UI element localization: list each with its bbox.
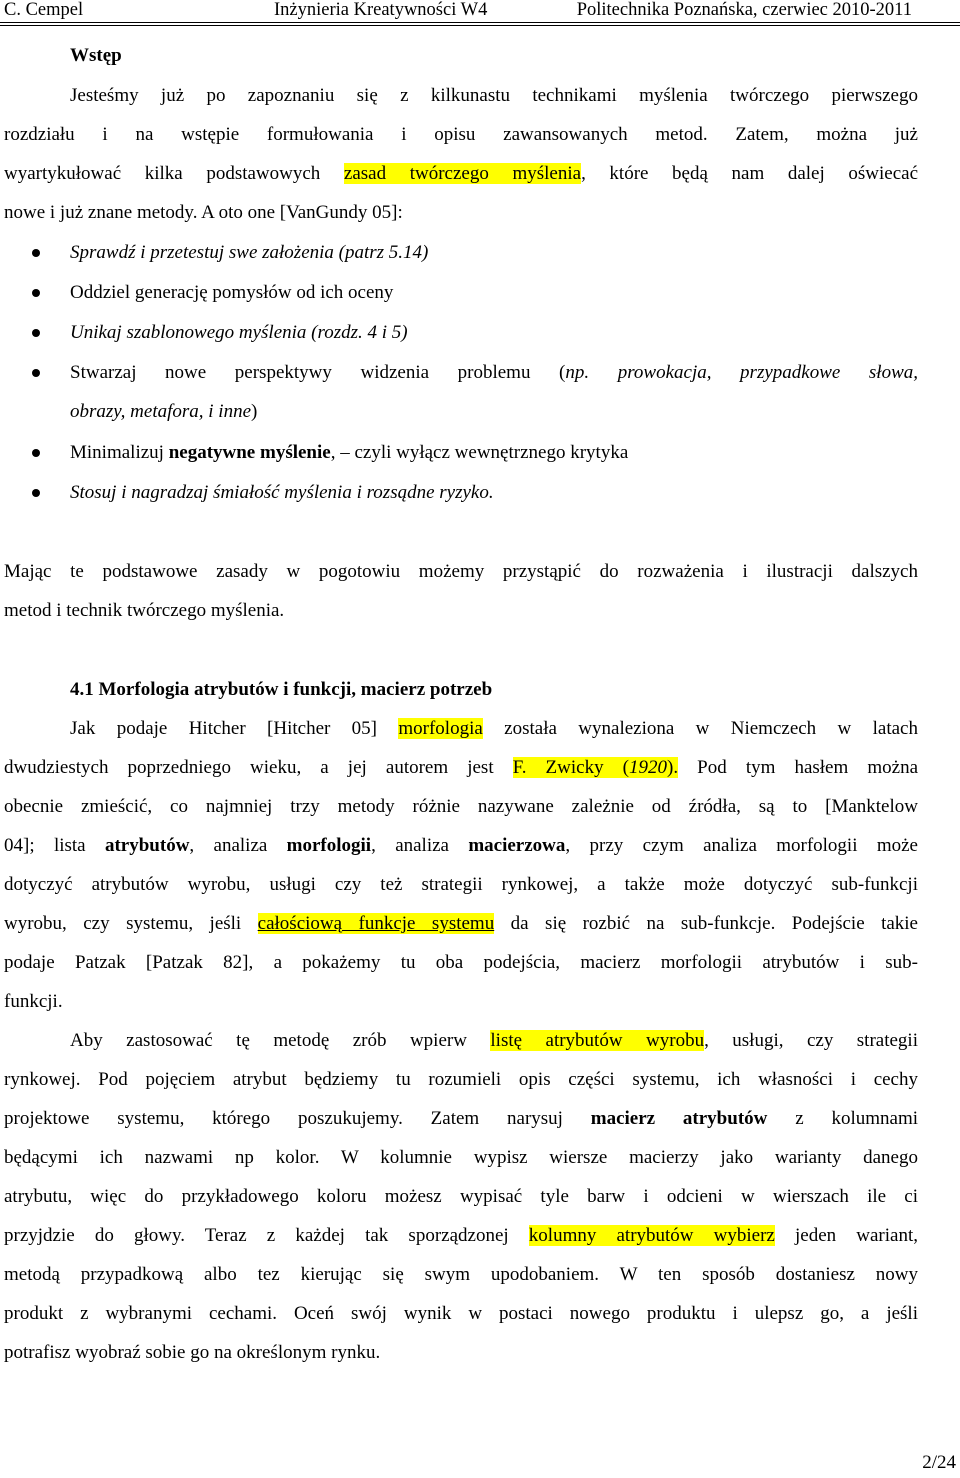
text-line: Mając te podstawowe zasady w pogotowiu możemy przystąpić do rozważenia i ilustracji dalszych: [4, 561, 918, 582]
text-span: przyjdzie do głowy. Teraz z każdej tak sporządzonej: [4, 1225, 529, 1246]
bullet-dot: [32, 289, 40, 297]
text-line: [70, 718, 918, 740]
header-rule: [0, 22, 960, 23]
highlighted-text: listę atrybutów wyrobu: [490, 1030, 705, 1051]
text-line: [4, 163, 918, 185]
bold-text: macierzowa: [468, 835, 566, 856]
bullet-dot: [32, 329, 40, 337]
text-line: podaje Patzak [Patzak 82], a pokażemy tu oba podejścia, macierz morfologii atrybutów i sub-: [4, 952, 918, 973]
highlighted-text: [513, 757, 678, 778]
text-line: dotyczyć atrybutów wyrobu, usługi czy też strategii rynkowej, a także może dotyczyć sub-funkcji: [4, 874, 918, 895]
text-span: , usługi, czy strategii: [704, 1030, 918, 1051]
text-span: Minimalizuj: [70, 442, 169, 463]
bold-text: negatywne myślenie: [168, 442, 331, 463]
text-line: [4, 1225, 918, 1247]
header-author: C. Cempel: [4, 0, 84, 20]
bullet-dot: [32, 489, 40, 497]
header-course: Inżynieria Kreatywności W4: [274, 0, 488, 20]
text-span: została wynaleziona w Niemczech w latach: [482, 718, 918, 739]
text-span: ).: [667, 757, 679, 778]
text-line: nowe i już znane metody. A oto one [VanGundy 05]:: [4, 202, 403, 223]
list-item: Unikaj szablonowego myślenia (rozdz. 4 i 5): [70, 322, 408, 343]
text-span: Aby zastosować tę metodę zrób wpierw: [70, 1030, 491, 1051]
italic-text: 1920: [629, 757, 668, 778]
header-rule-second: [0, 25, 960, 26]
text-span: ): [251, 401, 258, 422]
bullet-dot: [32, 369, 40, 377]
list-item: [70, 442, 628, 464]
text-line: [4, 757, 918, 779]
text-span: z kolumnami: [767, 1108, 918, 1129]
italic-text: np. prowokacja, przypadkowe słowa,: [565, 362, 918, 383]
text-line: będącymi ich nazwami np kolor. W kolumnie wypisz wiersze macierzy jako warianty danego: [4, 1147, 918, 1168]
header-institution: Politechnika Poznańska, czerwiec 2010-2011: [576, 0, 912, 20]
text-line: [4, 913, 918, 935]
text-line: potrafisz wyobraź sobie go na określonym rynku.: [4, 1342, 381, 1363]
text-span: Pod tym hasłem można: [678, 757, 918, 778]
bold-text: macierz atrybutów: [590, 1108, 768, 1129]
text-span: F. Zwicky (: [512, 757, 630, 778]
bold-text: morfologii: [286, 835, 372, 856]
bullet-dot: [32, 249, 40, 257]
bold-text: atrybutów: [104, 835, 190, 856]
italic-text: obrazy, metafora, i inne: [70, 401, 252, 422]
text-line: atrybutu, więc do przykładowego koloru możesz wypisać tyle barw i odcieni w wierszach ile ci: [4, 1186, 918, 1207]
text-span: jeden wariant,: [774, 1225, 918, 1246]
text-line: funkcji.: [4, 991, 63, 1012]
text-line: metodą przypadkową albo tez kierując się swym upodobaniem. W ten sposób dostaniesz nowy: [4, 1264, 918, 1285]
text-line: Jesteśmy już po zapoznaniu się z kilkunastu technikami myślenia twórczego pierwszego: [70, 85, 918, 106]
highlighted-text: zasad twórczego myślenia: [343, 163, 582, 184]
highlighted-text: całościową funkcje systemu: [257, 913, 495, 934]
list-item: Oddziel generację pomysłów od ich oceny: [70, 282, 394, 303]
page-number: 2/24: [922, 1452, 956, 1473]
text-span: dwudziestych poprzedniego wieku, a jej autorem jest: [4, 757, 513, 778]
text-line: [70, 1030, 918, 1052]
text-line: [4, 1108, 918, 1130]
text-line: obecnie zmieścić, co najmniej trzy metody różnie nazywane zależnie od źródła, są to [Manktelow: [4, 796, 918, 817]
highlighted-text: kolumny atrybutów wybierz: [528, 1225, 775, 1246]
text-span: Jak podaje Hitcher [Hitcher 05]: [70, 718, 399, 739]
text-line: produkt z wybranymi cechami. Oceń swój wynik w postaci nowego produktu i ulepsz go, a jeśli: [4, 1303, 918, 1324]
text-span: , analiza: [189, 835, 287, 856]
text-line: metod i technik twórczego myślenia.: [4, 600, 285, 621]
text-span: , – czyli wyłącz wewnętrznego krytyka: [330, 442, 629, 463]
text-span: , przy czym analiza morfologii może: [565, 835, 918, 856]
text-span: 04]; lista: [4, 835, 105, 856]
text-span: projektowe systemu, którego poszukujemy. Zatem narysuj: [4, 1108, 591, 1129]
text-span: wyrobu, czy systemu, jeśli: [4, 913, 258, 934]
intro-heading: Wstęp: [70, 45, 122, 66]
text-span: , które będą nam dalej oświecać: [581, 163, 919, 184]
list-item-continuation: [70, 401, 257, 423]
text-span: wyartykułować kilka podstawowych: [4, 163, 344, 184]
list-item: [70, 362, 918, 384]
highlighted-text: morfologia: [398, 718, 483, 739]
text-span: da się rozbić na sub-funkcje. Podejście takie: [494, 913, 918, 934]
list-item: Sprawdź i przetestuj swe założenia (patrz 5.14): [70, 242, 429, 263]
bullet-dot: [32, 449, 40, 457]
text-line: rozdziału i na wstępie formułowania i opisu zawansowanych metod. Zatem, można już: [4, 124, 918, 145]
section-heading: 4.1 Morfologia atrybutów i funkcji, macierz potrzeb: [70, 679, 493, 700]
list-item: Stosuj i nagradzaj śmiałość myślenia i rozsądne ryzyko.: [70, 482, 494, 503]
text-span: Stwarzaj nowe perspektywy widzenia problemu (: [70, 362, 566, 383]
text-span: , analiza: [371, 835, 469, 856]
text-line: [4, 835, 918, 857]
text-line: rynkowej. Pod pojęciem atrybut będziemy tu rozumieli opis części systemu, ich własności i cechy: [4, 1069, 918, 1090]
